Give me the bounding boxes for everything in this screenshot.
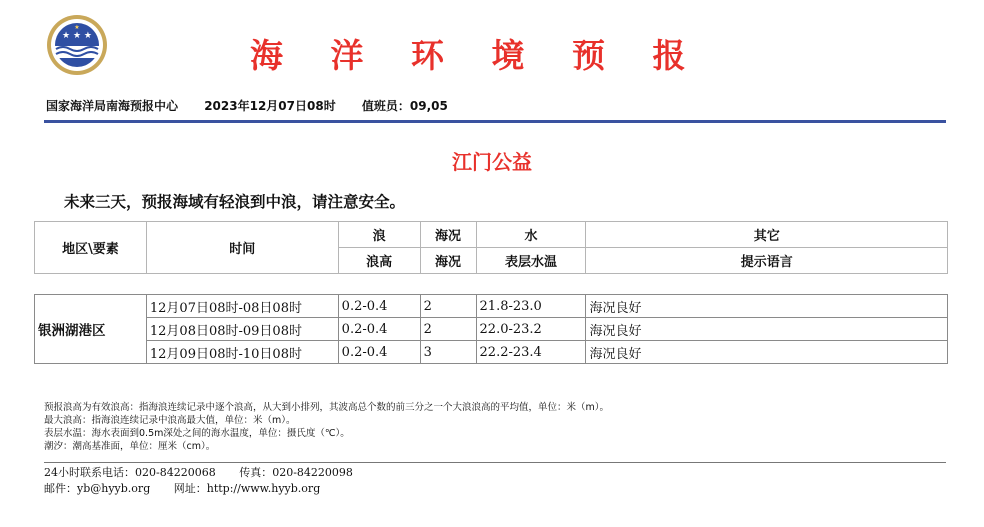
agency-logo-emblem (46, 14, 108, 76)
page-title: 海 洋 环 境 预 报 (250, 36, 704, 75)
cell-wave-height: 0.2-0.4 (338, 318, 420, 341)
cell-sea-state: 2 (420, 295, 476, 318)
contact-footer (44, 462, 946, 497)
table-row (35, 295, 948, 318)
contact-phone: 24小时联系电话：020-84220068 (44, 466, 216, 479)
cell-surface-temp: 22.0-23.2 (476, 318, 586, 341)
table-row (35, 341, 948, 364)
cell-tip: 海况良好 (586, 318, 948, 341)
header-divider (44, 120, 946, 123)
cell-tip: 海况良好 (586, 341, 948, 364)
contact-email[interactable]: 邮件：yb@hyyb.org (44, 482, 151, 495)
forecast-table-header (34, 221, 948, 274)
header-time: 时间 (146, 222, 338, 274)
cell-time: 12月08日08时-09日08时 (146, 318, 338, 341)
subheader-tip: 提示语言 (586, 248, 948, 274)
duty-officer: 值班员：09,05 (361, 99, 448, 113)
cell-wave-height: 0.2-0.4 (338, 341, 420, 364)
cell-sea-state: 3 (420, 341, 476, 364)
subheader-surface-temp: 表层水温 (476, 248, 586, 274)
cell-surface-temp: 22.2-23.4 (476, 341, 586, 364)
area-name: 银洲湖港区 (35, 295, 147, 364)
header-area: 地区\要素 (35, 222, 147, 274)
subheader-wave-height: 浪高 (338, 248, 420, 274)
note-surface-temp: 表层水温：海水表面到0.5m深处之间的海水温度，单位：摄氏度（℃）。 (44, 428, 350, 439)
note-tide: 潮汐：潮高基准面，单位：厘米（cm）。 (44, 441, 216, 452)
region-title: 江门公益 (452, 150, 532, 174)
header-water: 水 (476, 222, 586, 248)
cell-tip: 海况良好 (586, 295, 948, 318)
header-wave: 浪 (338, 222, 420, 248)
header-other: 其它 (586, 222, 948, 248)
agency-name: 国家海洋局南海预报中心 (46, 99, 179, 113)
table-row (35, 318, 948, 341)
subheader-sea-state: 海况 (420, 248, 476, 274)
contact-fax: 传真：020-84220098 (239, 466, 353, 479)
issue-datetime: 2023年12月07日08时 (204, 99, 336, 113)
forecast-table-body (34, 294, 948, 364)
contact-website[interactable]: 网址：http://www.hyyb.org (173, 482, 321, 495)
cell-surface-temp: 21.8-23.0 (476, 295, 586, 318)
svg-text:★ ★ ★: ★ ★ ★ (62, 31, 92, 41)
cell-wave-height: 0.2-0.4 (338, 295, 420, 318)
svg-text:★: ★ (74, 24, 80, 31)
info-bar (46, 97, 470, 114)
note-wave-height: 预报浪高为有效浪高：指海浪连续记录中逐个浪高，从大到小排列，其波高总个数的前三分之一个大浪浪高的平均值，单位：米（m）。 (44, 402, 610, 413)
definition-notes (44, 401, 609, 453)
cell-sea-state: 2 (420, 318, 476, 341)
cell-time: 12月07日08时-08日08时 (146, 295, 338, 318)
header-sea-state: 海况 (420, 222, 476, 248)
cell-time: 12月09日08时-10日08时 (146, 341, 338, 364)
note-max-wave: 最大浪高：指海浪连续记录中浪高最大值，单位：米（m）。 (44, 415, 296, 426)
forecast-summary: 未来三天，预报海域有轻浪到中浪，请注意安全。 (64, 193, 406, 211)
